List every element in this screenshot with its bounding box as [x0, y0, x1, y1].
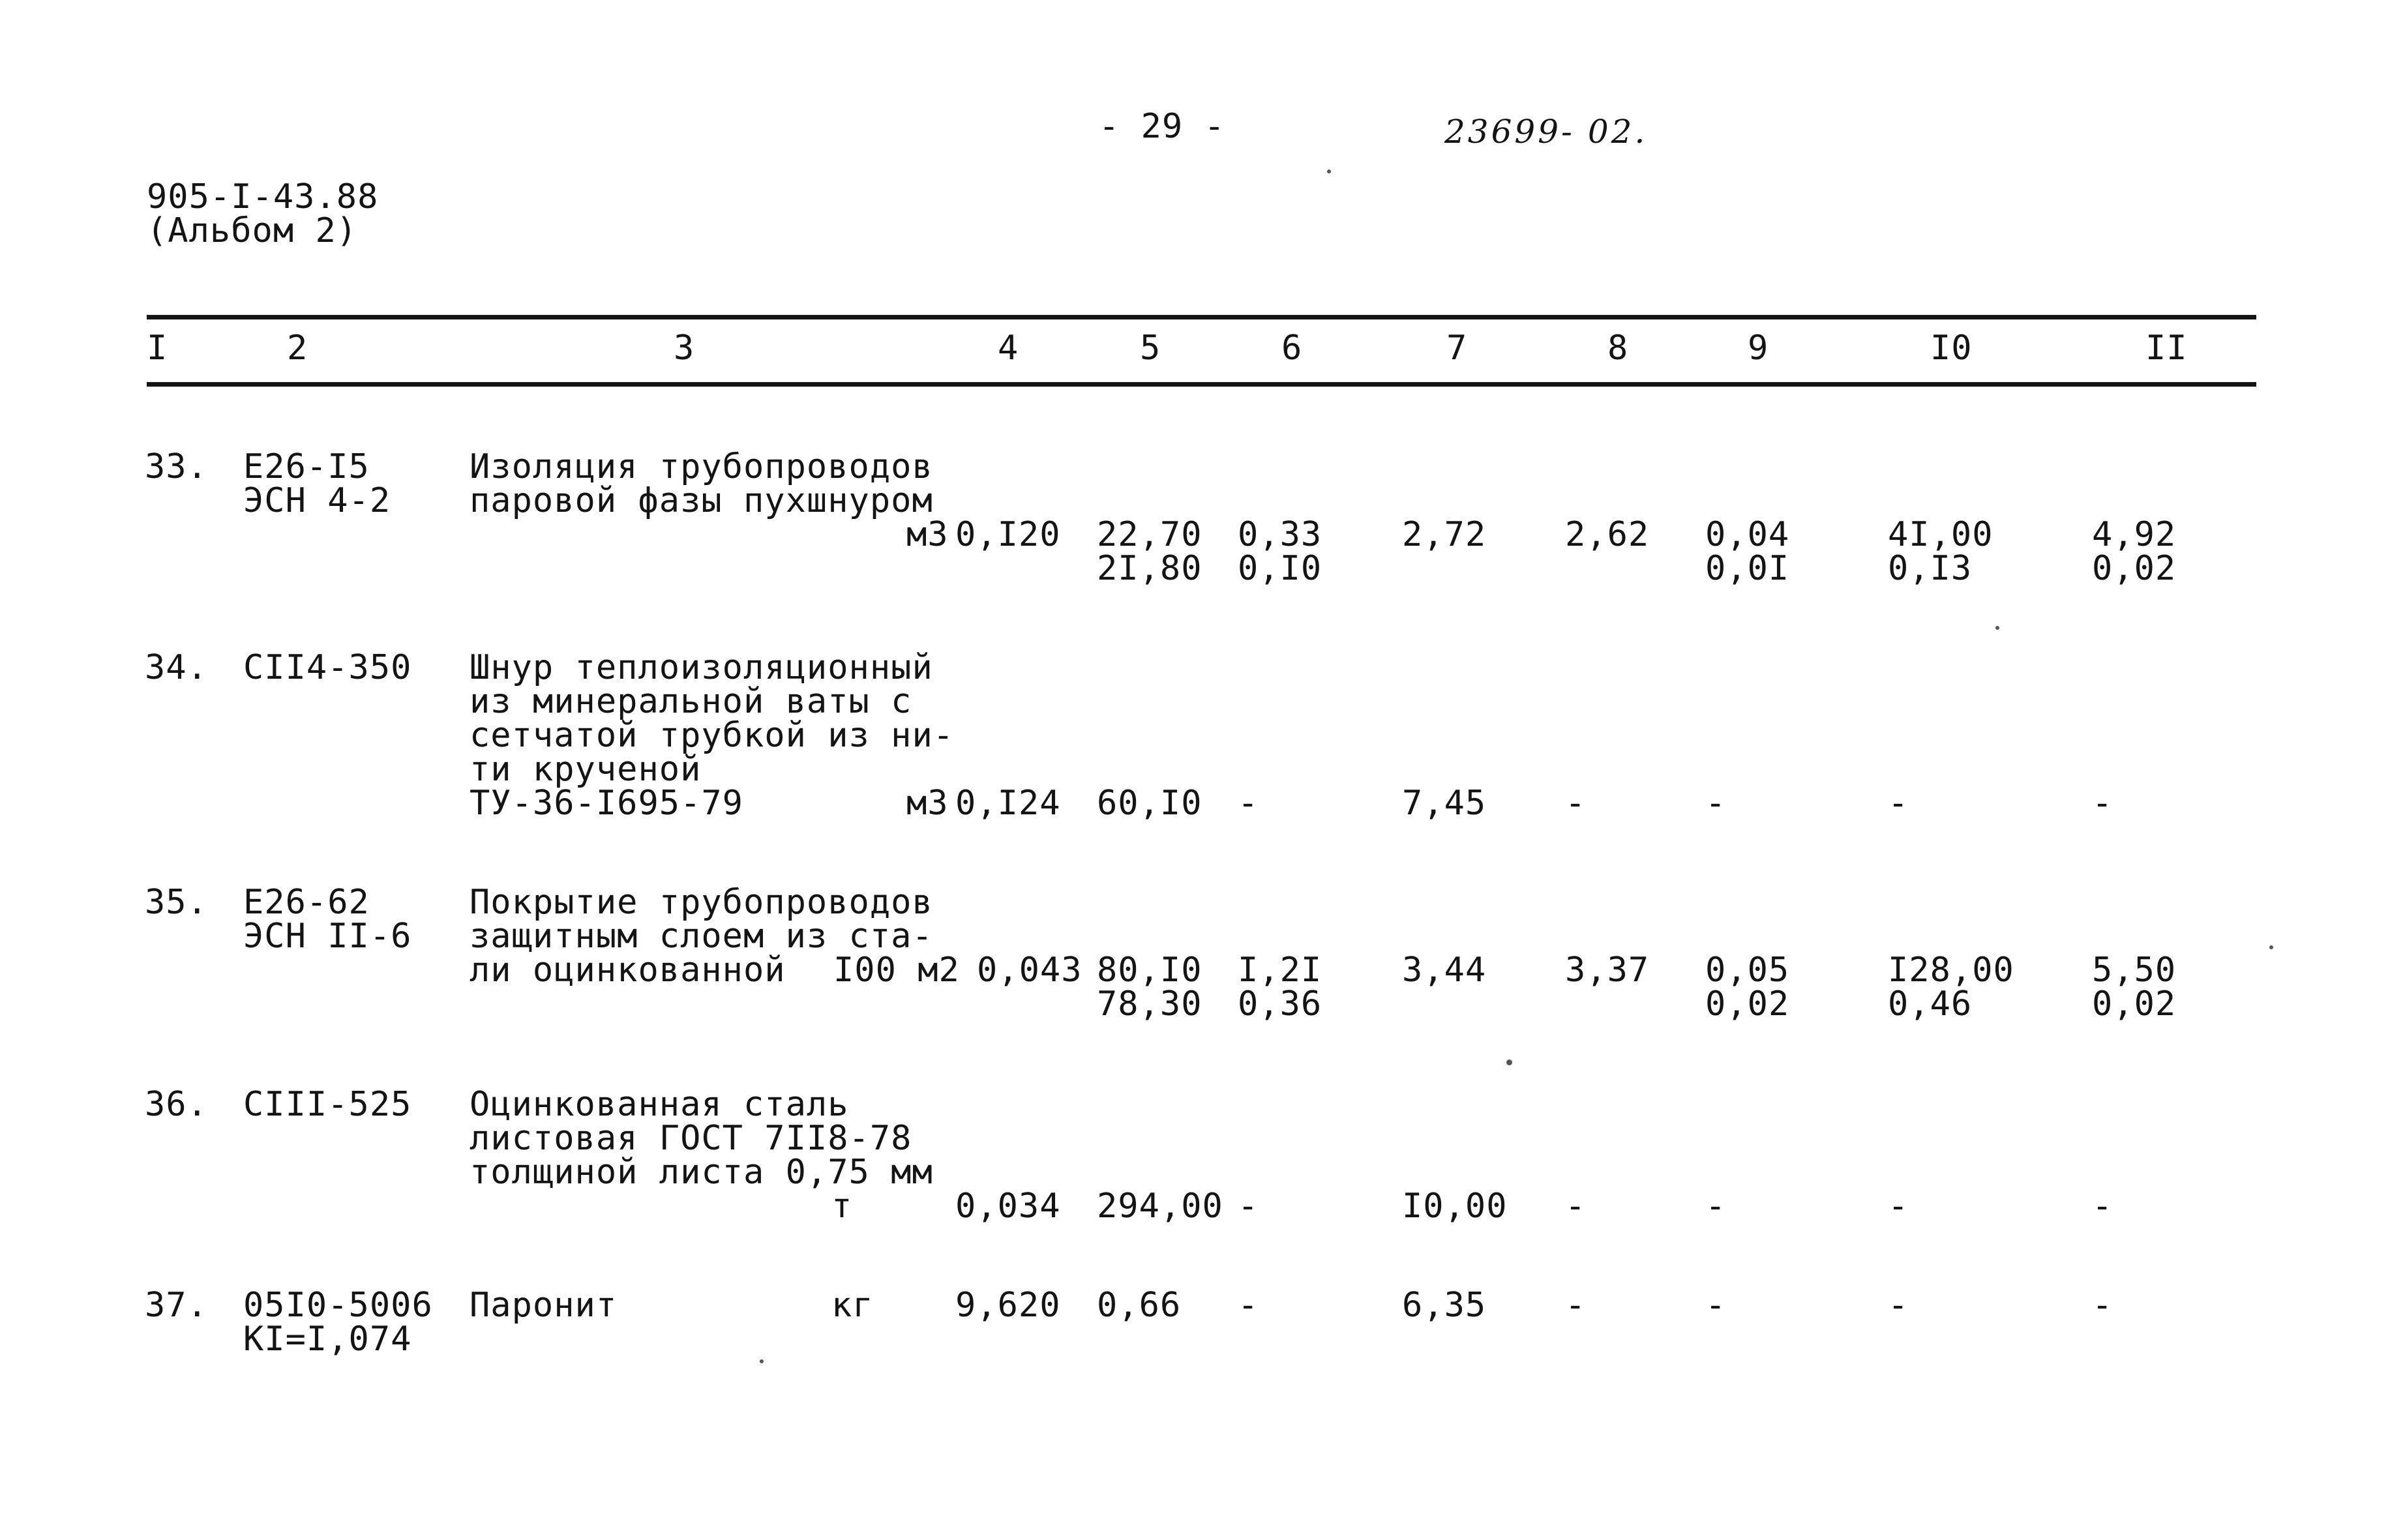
- cell-col8: 2,62: [1565, 515, 1650, 554]
- work-description: паровой фазы пухшнуром: [470, 481, 933, 520]
- cell-col5: 60,I0: [1097, 784, 1202, 823]
- scan-speck: [1506, 1059, 1512, 1065]
- cell-col11: 0,02: [2092, 549, 2177, 588]
- unit: I00 м2: [833, 951, 960, 990]
- cell-col11: -: [2092, 784, 2113, 823]
- unit: кг: [831, 1286, 874, 1325]
- scan-speck: [2269, 945, 2273, 949]
- work-description: Шнур теплоизоляционный: [470, 648, 933, 687]
- cell-col10: I28,00: [1888, 951, 2014, 990]
- cell-col9: 0,05: [1705, 951, 1790, 990]
- work-description: Оцинкованная сталь: [470, 1085, 849, 1124]
- scan-speck: [1327, 170, 1331, 173]
- work-description: ли оцинкованной: [470, 951, 786, 990]
- handwritten-document-number: 23699- 02.: [1444, 113, 1648, 151]
- cell-col8: -: [1565, 784, 1587, 823]
- column-header: 3: [674, 329, 695, 368]
- row-number: 34.: [145, 648, 208, 687]
- cell-col7: 6,35: [1402, 1286, 1487, 1325]
- quantity: 0,I20: [955, 515, 1061, 554]
- table-top-rule: [147, 315, 2256, 319]
- column-header: II: [2145, 329, 2188, 368]
- cell-col10: 4I,00: [1888, 515, 1993, 554]
- work-description: толщиной листа 0,75 мм: [470, 1153, 933, 1192]
- column-header: 2: [287, 329, 308, 368]
- column-header: 5: [1140, 329, 1161, 368]
- unit: м3: [906, 784, 949, 823]
- cell-col6: 0,36: [1238, 985, 1322, 1024]
- row-number: 36.: [145, 1085, 208, 1124]
- column-header: 6: [1281, 329, 1303, 368]
- cell-col10: 0,46: [1888, 985, 1973, 1024]
- cell-col5: 2I,80: [1097, 549, 1202, 588]
- cell-col5: 78,30: [1097, 985, 1202, 1024]
- row-number: 35.: [145, 883, 208, 922]
- cell-col6: -: [1238, 1187, 1259, 1226]
- work-description: из минеральной ваты с: [470, 682, 912, 721]
- rate-code: E26-62: [243, 883, 370, 922]
- cell-col5: 80,I0: [1097, 951, 1202, 990]
- cell-col9: -: [1705, 1187, 1727, 1226]
- cell-col11: -: [2092, 1286, 2113, 1325]
- cell-col7: 3,44: [1402, 951, 1487, 990]
- work-description: Покрытие трубопроводов: [470, 883, 933, 922]
- rate-code: 05I0-5006: [243, 1286, 433, 1325]
- quantity: 0,043: [977, 951, 1082, 990]
- cell-col7: I0,00: [1402, 1187, 1508, 1226]
- table-header-rule: [147, 382, 2256, 387]
- quantity: 0,034: [955, 1187, 1061, 1226]
- work-description: сетчатой трубкой из ни-: [470, 716, 955, 755]
- cell-col11: 4,92: [2092, 515, 2177, 554]
- rate-code: E26-I5: [243, 447, 370, 486]
- cell-col6: 0,33: [1238, 515, 1322, 554]
- cell-col8: -: [1565, 1286, 1587, 1325]
- row-number: 33.: [145, 447, 208, 486]
- rate-code: CIII-525: [243, 1085, 412, 1124]
- cell-col9: 0,0I: [1705, 549, 1790, 588]
- row-number: 37.: [145, 1286, 208, 1325]
- unit: т: [831, 1187, 853, 1226]
- cell-col9: 0,02: [1705, 985, 1790, 1024]
- cell-col9: -: [1705, 784, 1727, 823]
- cell-col6: 0,I0: [1238, 549, 1322, 588]
- column-header: 7: [1446, 329, 1468, 368]
- scan-speck: [760, 1359, 764, 1363]
- page-number: - 29 -: [1099, 107, 1225, 146]
- work-description: Паронит: [470, 1286, 618, 1325]
- cell-col10: -: [1888, 1187, 1909, 1226]
- work-description: ти крученой: [470, 750, 702, 789]
- cell-col8: 3,37: [1565, 951, 1650, 990]
- unit: м3: [906, 515, 949, 554]
- cell-col9: -: [1705, 1286, 1727, 1325]
- column-header: I0: [1930, 329, 1973, 368]
- rate-code: CII4-350: [243, 648, 412, 687]
- cell-col10: -: [1888, 784, 1909, 823]
- cell-col6: I,2I: [1238, 951, 1322, 990]
- rate-code: ЭСН 4-2: [243, 481, 391, 520]
- album-label: (Альбом 2): [147, 211, 358, 250]
- work-description: ТУ-36-I695-79: [470, 784, 743, 823]
- cell-col10: -: [1888, 1286, 1909, 1325]
- cell-col11: -: [2092, 1187, 2113, 1226]
- cell-col11: 0,02: [2092, 985, 2177, 1024]
- cell-col5: 22,70: [1097, 515, 1202, 554]
- quantity: 9,620: [955, 1286, 1061, 1325]
- quantity: 0,I24: [955, 784, 1061, 823]
- cell-col7: 7,45: [1402, 784, 1487, 823]
- work-description: листовая ГОСТ 7II8-78: [470, 1119, 912, 1158]
- cell-col11: 5,50: [2092, 951, 2177, 990]
- document-code: 905-I-43.88: [147, 177, 379, 216]
- rate-code: ЭСН II-6: [243, 917, 412, 956]
- column-header: 9: [1748, 329, 1769, 368]
- work-description: Изоляция трубопроводов: [470, 447, 933, 486]
- column-header: I: [147, 329, 168, 368]
- work-description: защитным слоем из ста-: [470, 917, 933, 956]
- cell-col9: 0,04: [1705, 515, 1790, 554]
- column-header: 4: [998, 329, 1019, 368]
- cell-col10: 0,I3: [1888, 549, 1973, 588]
- cell-col6: -: [1238, 784, 1259, 823]
- cell-col5: 0,66: [1097, 1286, 1182, 1325]
- cell-col7: 2,72: [1402, 515, 1487, 554]
- cell-col5: 294,00: [1097, 1187, 1223, 1226]
- cell-col8: -: [1565, 1187, 1587, 1226]
- cell-col6: -: [1238, 1286, 1259, 1325]
- scan-speck: [1995, 626, 1999, 630]
- rate-code: KI=I,074: [243, 1320, 412, 1359]
- column-header: 8: [1607, 329, 1629, 368]
